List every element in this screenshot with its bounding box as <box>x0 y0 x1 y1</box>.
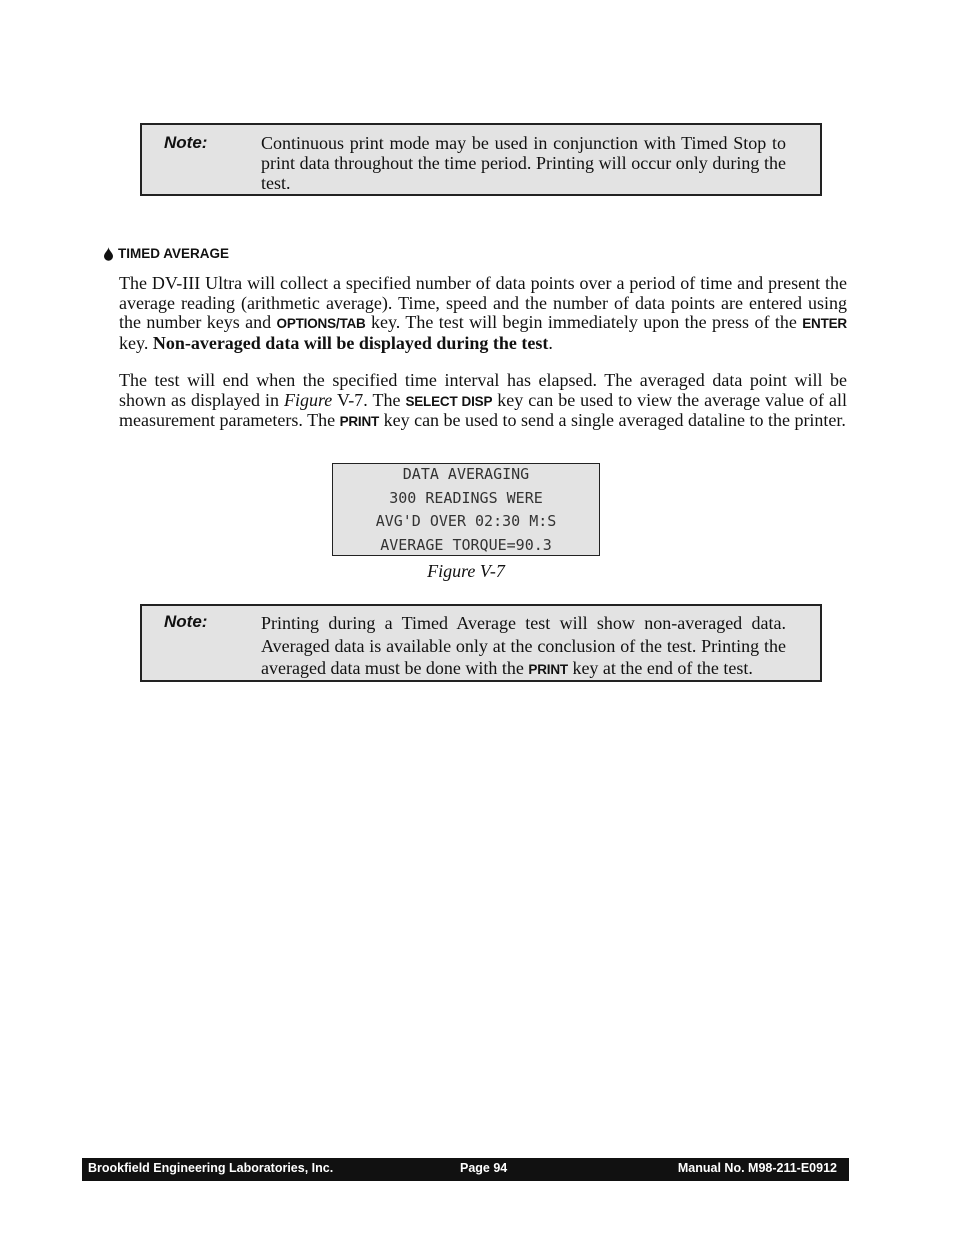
note-label: Note: <box>164 612 208 631</box>
text-span: key can be used to send a single averaged dataline to the printer. <box>379 410 846 430</box>
paragraph-end-of-test <box>119 371 847 432</box>
lcd-line-1: DATA AVERAGING <box>402 465 530 483</box>
text-span: key at the end of the test. <box>567 658 753 678</box>
section-title: TIMED AVERAGE <box>118 246 230 261</box>
paragraph-intro <box>119 274 847 353</box>
text-span: key. The test will begin immediately upon the press of the <box>365 312 803 332</box>
key-select-disp: SELECT DISP <box>405 393 493 409</box>
footer-manual-number: Manual No. M98-211-E0912 <box>677 1161 837 1175</box>
note-box-timed-average-printing <box>140 604 822 682</box>
figure-word: Figure <box>283 389 333 410</box>
text-span: Printing during a Timed Average test will show non-averaged data. Averaged data is available only at the conclusion of the test. Printing the averaged data must be done with the <box>261 613 786 678</box>
text-span: key can be used to view the average value of all measurement parameters. The <box>119 389 847 430</box>
text-span: The test will end when the specified time interval has elapsed. The averaged data point will be shown as displayed in <box>119 370 847 410</box>
text-span: key. <box>119 332 153 353</box>
text-span: V-7. The <box>332 389 406 410</box>
text-span: . <box>548 332 553 353</box>
drop-bullet-icon <box>103 247 114 261</box>
page-footer <box>82 1158 849 1181</box>
figure-caption: Figure V-7 <box>427 561 505 581</box>
footer-company: Brookfield Engineering Laboratories, Inc. <box>88 1161 334 1175</box>
lcd-display-figure <box>332 463 600 556</box>
note-box-continuous-print <box>140 123 822 196</box>
key-print: PRINT <box>339 414 380 429</box>
note-label: Note: <box>164 133 208 152</box>
bold-warning: Non-averaged data will be displayed during the test <box>152 332 549 353</box>
note-text: Continuous print mode may be used in conjunction with Timed Stop to print data throughout the time period. Printing will occur only during the test. <box>261 133 786 193</box>
section-heading-timed-average <box>103 246 229 261</box>
key-options-tab: OPTIONS/TAB <box>276 316 366 331</box>
key-print: PRINT <box>528 662 568 677</box>
note-text <box>261 612 786 682</box>
footer-page-number: Page 94 <box>460 1161 508 1175</box>
lcd-line-4: AVERAGE TORQUE=90.3 <box>380 535 552 554</box>
text-span: The DV-III Ultra will collect a specified number of data points over a period of time and present the average reading (arithmetic average). Time, speed and the number of data points are entered using the number keys and <box>119 273 847 332</box>
key-enter: ENTER <box>802 316 847 331</box>
lcd-line-2: 300 READINGS WERE <box>389 488 543 507</box>
lcd-line-3: AVG'D OVER 02:30 M:S <box>375 512 557 530</box>
